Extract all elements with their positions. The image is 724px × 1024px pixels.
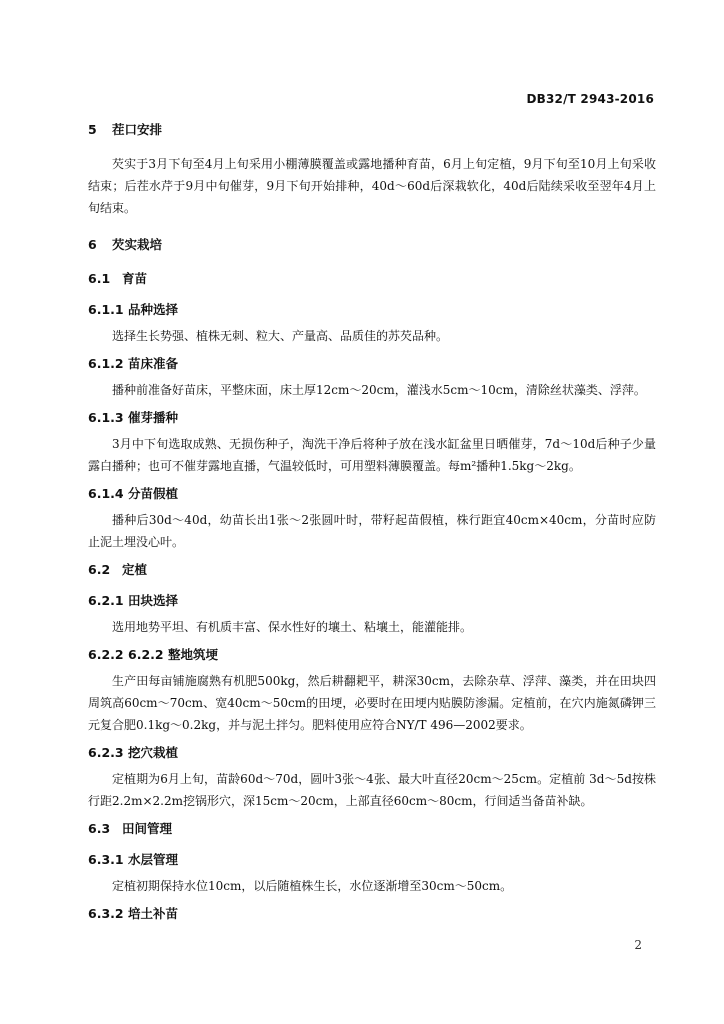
subsection-heading: [88, 819, 656, 837]
subsubsection-heading: [88, 645, 656, 663]
document-code: DB32/T 2943-2016: [526, 92, 654, 106]
section-number: 6.3.1: [88, 852, 124, 867]
subsubsection-heading: [88, 484, 656, 502]
section-number: 6.1.4: [88, 486, 124, 501]
paragraph: 选用地势平坦、有机质丰富、保水性好的壤土、粘壤土，能灌能排。: [112, 620, 473, 634]
section-title: 催芽播种: [128, 410, 179, 425]
section-number: 6.2: [88, 562, 111, 577]
section-number: 6.2.2: [88, 647, 124, 662]
section-title: 分苗假植: [128, 486, 179, 501]
section-title: 6.2.2 整地筑埂: [128, 647, 218, 662]
paragraph: 定植初期保持水位10cm，以后随植株生长，水位逐渐增至30cm～50cm。: [112, 879, 513, 893]
paragraph: 选择生长势强、植株无刺、粒大、产量高、品质佳的苏芡品种。: [112, 329, 449, 343]
section-number: 6.1: [88, 271, 111, 286]
subsubsection-heading: [88, 591, 656, 609]
section-number: 6.3.2: [88, 906, 124, 921]
section-heading: [88, 120, 656, 138]
subsubsection-heading: [88, 743, 656, 761]
section-title: 水层管理: [128, 852, 179, 867]
subsubsection-heading: [88, 408, 656, 426]
section-title: 芡实栽培: [112, 237, 163, 252]
section-title: 苗床准备: [128, 356, 179, 371]
section-number: 5: [88, 122, 97, 137]
section-number: 6.1.3: [88, 410, 124, 425]
section-title: 定植: [122, 562, 148, 577]
paragraph: 芡实于3月下旬至4月上旬采用小棚薄膜覆盖或露地播种育苗，6月上旬定植，9月下旬至10月上旬采收结束；后茬水芹于9月中旬催芽，9月下旬开始排种，40d～60d后深栽软化，40d后陆续采收至翌年4月上旬结束。: [88, 157, 656, 215]
paragraph: 定植期为6月上旬，苗龄60d～70d，圆叶3张～4张、最大叶直径20cm～25cm。定植前 3d～5d按株行距2.2m×2.2m挖锅形穴，深15cm～20cm，上部直径60cm～80cm，行间适当备苗补缺。: [88, 772, 656, 808]
subsection-heading: [88, 560, 656, 578]
paragraph: 播种后30d～40d，幼苗长出1张～2张圆叶时，带籽起苗假植，株行距宜40cm×40cm，分苗时应防止泥土埋没心叶。: [88, 513, 656, 549]
section-number: 6: [88, 237, 97, 252]
section-number: 6.2.3: [88, 745, 124, 760]
section-number: 6.3: [88, 821, 111, 836]
section-title: 育苗: [122, 271, 148, 286]
section-title: 田间管理: [122, 821, 173, 836]
page-number: 2: [634, 938, 642, 952]
section-title: 培土补苗: [128, 906, 179, 921]
paragraph: 3月中下旬选取成熟、无损伤种子，淘洗干净后将种子放在浅水缸盆里日晒催芽，7d～10d后种子少量露白播种；也可不催芽露地直播，气温较低时，可用塑料薄膜覆盖。每m²播种1.5kg～2kg。: [88, 437, 656, 473]
subsubsection-heading: [88, 300, 656, 318]
paragraph: 播种前准备好苗床，平整床面，床土厚12cm～20cm，灌浅水5cm～10cm，清除丝状藻类、浮萍。: [112, 383, 646, 397]
document-body: [88, 120, 656, 922]
subsubsection-heading: [88, 850, 656, 868]
section-title: 茬口安排: [112, 122, 163, 137]
subsubsection-heading: [88, 354, 656, 372]
subsection-heading: [88, 269, 656, 287]
paragraph: 生产田每亩铺施腐熟有机肥500kg，然后耕翻耙平，耕深30cm，去除杂草、浮萍、藻类，并在田块四周筑高60cm～70cm、宽40cm～50cm的田埂，必要时在田埂内贴膜防渗漏。定植前，在穴内施氮磷钾三元复合肥0.1kg～0.2kg，并与泥土拌匀。肥料使用应符合NY/T 496—2002要求。: [88, 674, 656, 732]
section-heading: [88, 235, 656, 253]
section-title: 田块选择: [128, 593, 179, 608]
section-number: 6.1.2: [88, 356, 124, 371]
subsubsection-heading: [88, 904, 656, 922]
section-title: 挖穴栽植: [128, 745, 179, 760]
section-number: 6.1.1: [88, 302, 124, 317]
section-title: 品种选择: [128, 302, 179, 317]
section-number: 6.2.1: [88, 593, 124, 608]
